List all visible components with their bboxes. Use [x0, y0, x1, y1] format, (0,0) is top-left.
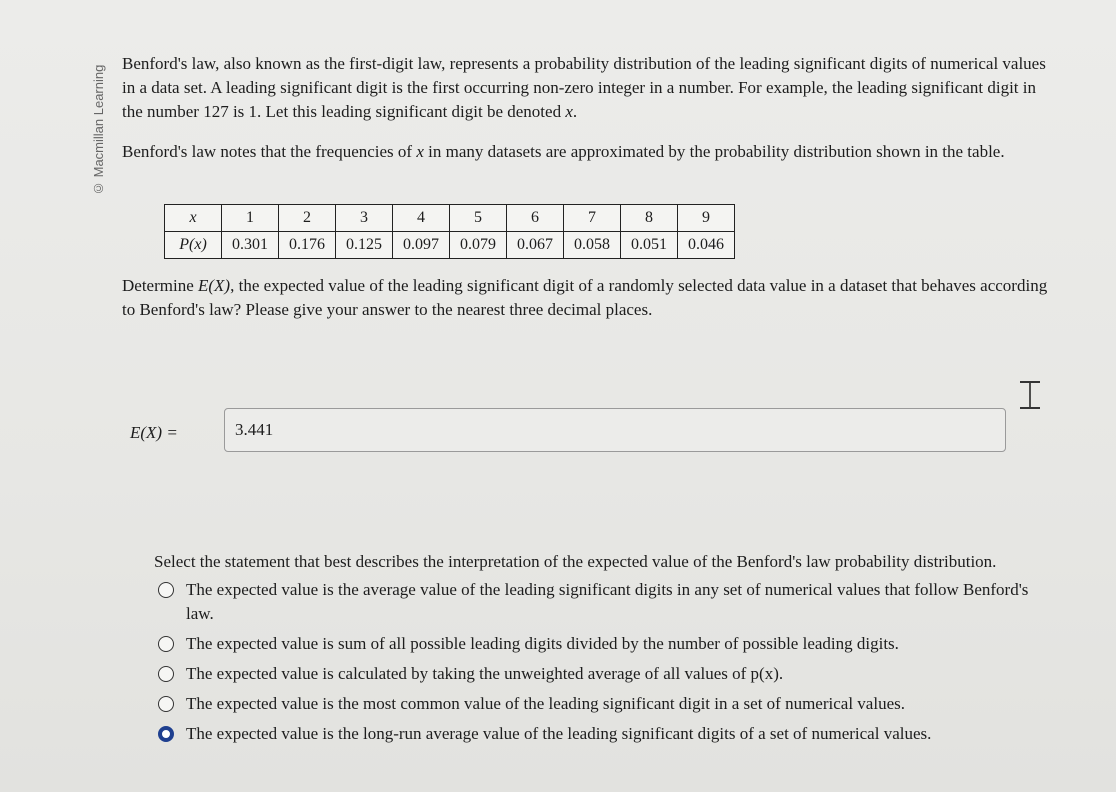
multiple-choice: [154, 550, 1034, 746]
table-cell: 0.125: [336, 232, 393, 259]
option-1[interactable]: [154, 578, 1034, 626]
table-row-x: [165, 205, 735, 232]
option-5[interactable]: [154, 722, 1034, 746]
option-label: The expected value is the average value of the leading significant digits in any set of numerical values that follow Benford's law.: [186, 580, 1029, 623]
option-3[interactable]: [154, 662, 1034, 686]
option-2[interactable]: [154, 632, 1034, 656]
intro-text: [122, 52, 1052, 164]
radio-button-3[interactable]: [158, 666, 174, 682]
option-label: The expected value is sum of all possible leading digits divided by the number of possible leading digits.: [186, 634, 899, 653]
option-label: The expected value is the most common value of the leading significant digit in a set of numerical values.: [186, 694, 905, 713]
radio-button-5-selected[interactable]: [158, 726, 174, 742]
option-4[interactable]: [154, 692, 1034, 716]
table-cell: 0.301: [222, 232, 279, 259]
probability-table: [164, 204, 735, 259]
mc-prompt: Select the statement that best describes the interpretation of the expected value of the Benford's law probability distribution.: [154, 552, 997, 571]
text-cursor-icon: ⌶: [1018, 373, 1042, 419]
table-row-px: [165, 232, 735, 259]
table-cell: 9: [678, 205, 735, 232]
option-label: The expected value is the long-run average value of the leading significant digits of a set of numerical values.: [186, 724, 932, 743]
table-cell: 0.058: [564, 232, 621, 259]
intro-paragraph-1: Benford's law, also known as the first-digit law, represents a probability distribution of the leading significant digits of numerical values in a data set. A leading significant digit is the first occurring non-zero integer in a number. For example, the leading significant digit in the number 127 is 1. Let this leading significant digit be denoted x.: [122, 54, 1046, 121]
table-cell: 4: [393, 205, 450, 232]
radio-button-2[interactable]: [158, 636, 174, 652]
table-cell: 0.097: [393, 232, 450, 259]
table-cell: 3: [336, 205, 393, 232]
answer-input[interactable]: [224, 408, 1006, 452]
copyright-notice: © Macmillan Learning: [91, 64, 106, 196]
radio-button-1[interactable]: [158, 582, 174, 598]
table-cell: 0.176: [279, 232, 336, 259]
table-header-x: x: [165, 205, 222, 232]
radio-button-4[interactable]: [158, 696, 174, 712]
table-cell: 0.067: [507, 232, 564, 259]
table-cell: 0.046: [678, 232, 735, 259]
table-cell: 0.051: [621, 232, 678, 259]
table-cell: 6: [507, 205, 564, 232]
option-label: The expected value is calculated by taking the unweighted average of all values of p(x).: [186, 664, 784, 683]
table-cell: 8: [621, 205, 678, 232]
table-cell: 0.079: [450, 232, 507, 259]
table-cell: 1: [222, 205, 279, 232]
table-cell: 5: [450, 205, 507, 232]
intro-paragraph-2: Benford's law notes that the frequencies of x in many datasets are approximated by the probability distribution shown in the table.: [122, 142, 1005, 161]
answer-label: E(X) =: [130, 423, 178, 442]
table-header-px: P(x): [165, 232, 222, 259]
question-text: Determine E(X), the expected value of the leading significant digit of a randomly selected data value in a dataset that behaves according to Benford's law? Please give your answer to the nearest three decimal places.: [122, 276, 1048, 319]
table-cell: 7: [564, 205, 621, 232]
table-cell: 2: [279, 205, 336, 232]
